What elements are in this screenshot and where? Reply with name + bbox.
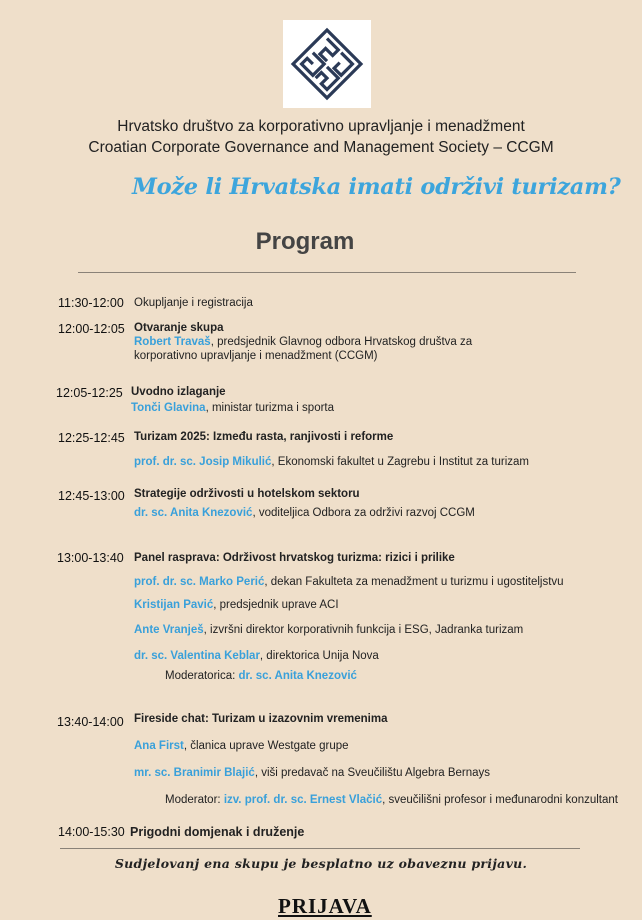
speaker-desc: , viši predavač na Sveučilištu Algebra Bernays xyxy=(254,767,491,779)
moderator-name: dr. sc. Anita Knezović xyxy=(238,670,357,682)
speaker-line xyxy=(134,335,472,349)
speaker-line xyxy=(134,623,523,637)
speaker-line xyxy=(134,766,490,780)
item-title: Okupljanje i registracija xyxy=(134,297,253,309)
item-title: Otvaranje skupa xyxy=(134,322,224,334)
item-title: Prigodni domjenak i druženje xyxy=(130,825,305,839)
speaker-name: Kristijan Pavić xyxy=(134,599,214,611)
speaker-desc-continued: korporativno upravljanje i menadžment (CCGM) xyxy=(134,350,378,362)
item-title: Turizam 2025: Između rasta, ranjivosti i reforme xyxy=(134,431,394,443)
moderator-desc: , sveučilišni profesor i međunarodni konzultant xyxy=(382,794,618,806)
speaker-desc: , predsjednik uprave ACI xyxy=(213,599,339,611)
item-time: 12:45-13:00 xyxy=(58,489,125,503)
moderator-label: Moderator: xyxy=(165,794,224,806)
speaker-name: Ante Vranješ xyxy=(134,624,204,636)
speaker-line xyxy=(134,739,349,753)
item-title: Panel rasprava: Održivost hrvatskog turizma: rizici i prilike xyxy=(134,552,455,564)
moderator-line xyxy=(165,669,357,683)
divider-bottom xyxy=(60,848,580,849)
divider-top xyxy=(78,272,576,273)
speaker-name: dr. sc. Valentina Keblar xyxy=(134,650,260,662)
speaker-line xyxy=(134,455,529,469)
speaker-line xyxy=(134,649,379,663)
speaker-desc: , predsjednik Glavnog odbora Hrvatskog društva za xyxy=(210,336,473,348)
moderator-label: Moderatorica: xyxy=(165,670,239,682)
ccgm-logo xyxy=(283,20,371,108)
speaker-desc: , članica uprave Westgate grupe xyxy=(183,740,349,752)
speaker-name: Tonči Glavina xyxy=(131,402,206,414)
speaker-line xyxy=(134,575,564,589)
moderator-line xyxy=(165,793,618,807)
item-time: 11:30-12:00 xyxy=(58,296,124,310)
speaker-desc: , dekan Fakulteta za menadžment u turizmu i ugostiteljstvu xyxy=(264,576,564,588)
speaker-line xyxy=(134,506,475,520)
moderator-name: izv. prof. dr. sc. Ernest Vlačić xyxy=(223,794,383,806)
item-time: 12:05-12:25 xyxy=(56,386,123,400)
speaker-desc: , Ekonomski fakultet u Zagrebu i Institut za turizam xyxy=(271,456,529,468)
event-subtitle: Može li Hrvatska imati održivi turizam? xyxy=(132,174,621,200)
speaker-name: Robert Travaš xyxy=(134,336,211,348)
registration-link[interactable]: PRIJAVA xyxy=(278,894,372,918)
item-time: 12:00-12:05 xyxy=(58,322,125,336)
ccgm-logo-mark-icon xyxy=(283,20,371,108)
registration-note: Sudjelovanj ena skupu je besplatno uz obaveznu prijavu. xyxy=(114,856,528,871)
item-title: Strategije održivosti u hotelskom sektoru xyxy=(134,488,360,500)
program-title: Program xyxy=(255,228,355,255)
speaker-desc: , izvršni direktor korporativnih funkcija i ESG, Jadranka turizam xyxy=(203,624,524,636)
item-title: Uvodno izlaganje xyxy=(131,386,226,398)
speaker-desc: , direktorica Unija Nova xyxy=(259,650,379,662)
item-time: 13:40-14:00 xyxy=(57,715,124,729)
speaker-name: prof. dr. sc. Josip Mikulić xyxy=(134,456,272,468)
speaker-desc: , voditeljica Odbora za održivi razvoj CCGM xyxy=(252,507,475,519)
speaker-name: prof. dr. sc. Marko Perić xyxy=(134,576,265,588)
org-name-hr: Hrvatsko društvo za korporativno upravljanje i menadžment xyxy=(117,118,525,135)
speaker-name: Ana First xyxy=(134,740,184,752)
item-time: 14:00-15:30 xyxy=(58,825,125,839)
org-name-en: Croatian Corporate Governance and Management Society – CCGM xyxy=(88,139,554,156)
speaker-desc: , ministar turizma i sporta xyxy=(205,402,335,414)
item-title: Fireside chat: Turizam u izazovnim vremenima xyxy=(134,713,388,725)
item-time: 12:25-12:45 xyxy=(58,431,125,445)
speaker-line xyxy=(134,598,339,612)
item-time: 13:00-13:40 xyxy=(57,551,124,565)
speaker-line xyxy=(131,401,334,415)
speaker-name: mr. sc. Branimir Blajić xyxy=(134,767,255,779)
speaker-name: dr. sc. Anita Knezović xyxy=(134,507,253,519)
